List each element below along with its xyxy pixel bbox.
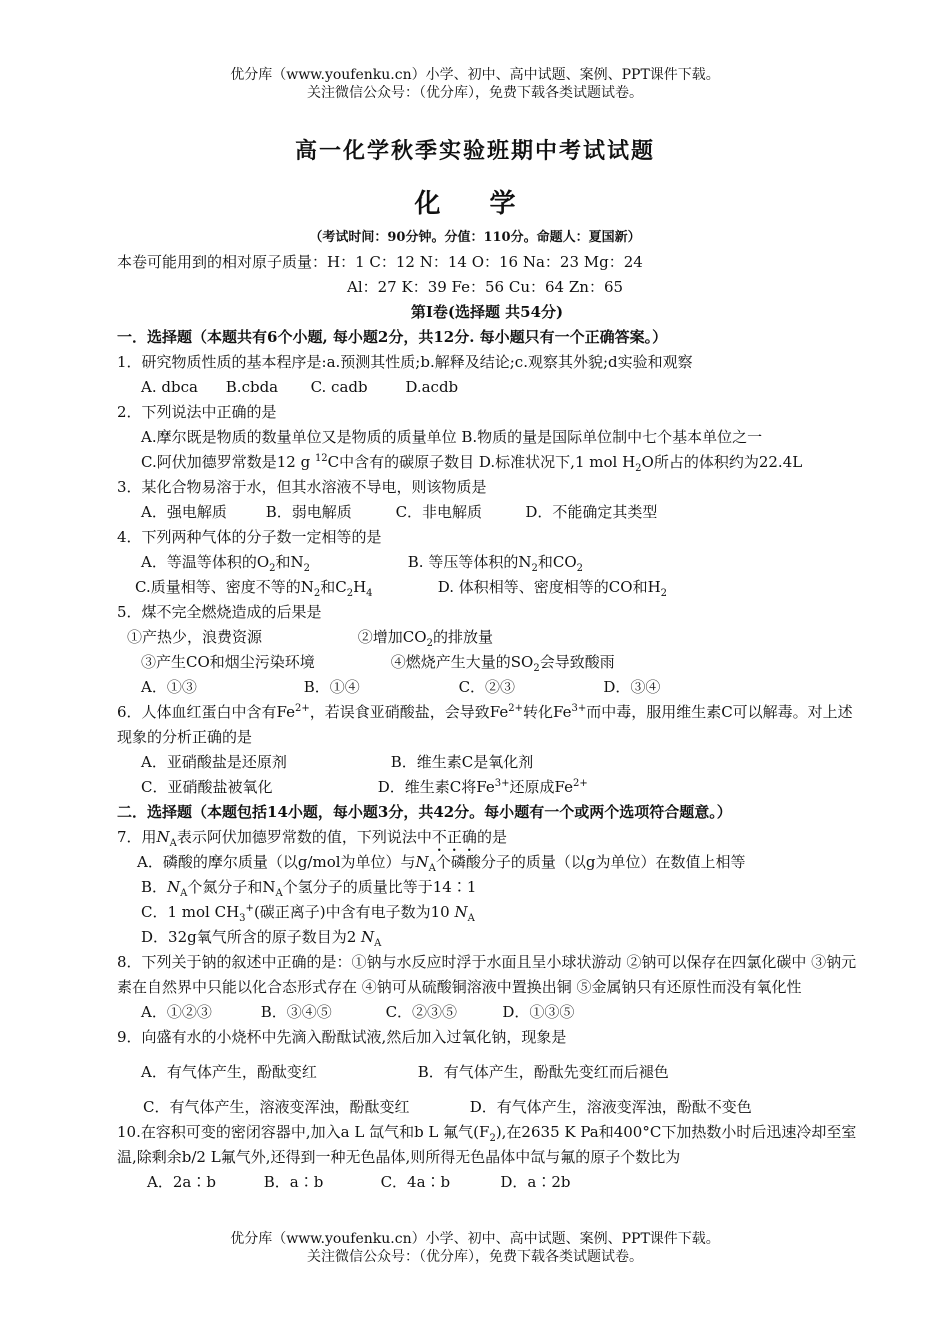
q8-stem: 8．下列关于钠的叙述中正确的是：①钠与水反应时浮于水面且呈小球状游动 ②钠可以保存在四氯化碳中 ③钠元素在自然界中只能以化合态形式存在 ④钠可从硫酸铜溶液中置换出铜 ⑤金属钠只有还原性而没有氧化性 bbox=[117, 953, 857, 996]
q6-option-b: B．维生素C是氧化剂 bbox=[390, 753, 534, 771]
q3-options bbox=[117, 500, 857, 525]
q7-option-a: A．磷酸的摩尔质量（以g/mol为单位）与$N_A$个磷酸分子的质量（以g为单位）在数值上相等 bbox=[137, 853, 746, 874]
q10-option-c: C．4a∶b bbox=[380, 1173, 451, 1191]
q2-text: C.阿伏加德罗常数是12 g bbox=[141, 453, 315, 471]
q5-items-34 bbox=[117, 650, 857, 675]
q4-options-cd bbox=[117, 575, 857, 600]
q1-option-c: C. cadb bbox=[310, 378, 368, 396]
page-header bbox=[0, 66, 950, 102]
q5-option-d: D．③④ bbox=[603, 678, 661, 696]
q9-stem: 9．向盛有水的小烧杯中先滴入酚酞试液,然后加入过氧化钠，现象是 bbox=[117, 1028, 567, 1046]
q1-stem: 1．研究物质性质的基本程序是:a.预测其性质;b.解释及结论;c.观察其外貌;d实验和观察 bbox=[117, 353, 693, 371]
header-line-2: 关注微信公众号：（优分库），免费下载各类试题试卷。 bbox=[307, 85, 643, 101]
q4-option-c: C.质量相等、密度不等的$N_2$和$C_2H_4$ bbox=[135, 578, 373, 599]
atomic-mass-line-2: Al：27 K：39 Fe：56 Cu：64 Zn：65 bbox=[347, 278, 624, 296]
q4-options-ab bbox=[117, 550, 857, 575]
q5-items-12 bbox=[117, 625, 857, 650]
q8-option-c: C．②③⑤ bbox=[385, 1003, 458, 1021]
footer-line-2: 关注微信公众号：（优分库），免费下载各类试题试卷。 bbox=[307, 1249, 643, 1265]
q5-option-a: A．①③ bbox=[141, 678, 197, 696]
q3-option-d: D．不能确定其类型 bbox=[525, 503, 658, 521]
q1-option-a: A. dbca bbox=[141, 378, 198, 396]
q1-option-d: D.acdb bbox=[405, 378, 459, 396]
q10-option-b: B．a∶b bbox=[263, 1173, 324, 1191]
q4-stem: 4．下列两种气体的分子数一定相等的是 bbox=[117, 528, 382, 546]
q4-option-d: D. 体积相等、密度相等的CO和$H_2$ bbox=[437, 578, 668, 599]
q3-option-c: C．非电解质 bbox=[395, 503, 483, 521]
q9-option-a: A．有气体产生，酚酞变红 bbox=[141, 1063, 317, 1081]
section2-title: 二．选择题（本题包括14小题，每小题3分，共42分。每小题有一个或两个选项符合题意。） bbox=[117, 803, 732, 821]
q6-options-ab bbox=[117, 750, 857, 775]
q7-option-b: B．$N_A$个氮分子和$N_A$个氢分子的质量比等于14∶1 bbox=[141, 878, 477, 899]
q6-option-d: D．维生素C将$Fe^{3+}$还原成$Fe^{2+}$ bbox=[377, 778, 588, 796]
q1-options bbox=[117, 375, 857, 400]
q5-options bbox=[117, 675, 857, 700]
atomic-mass-line-1: 本卷可能用到的相对原子质量：H：1 C：12 N：14 O：16 Na：23 Mg：24 bbox=[117, 253, 643, 271]
subject-title: 化 学 bbox=[414, 189, 536, 219]
q2-text: C中含有的碳原子数目 D.标准状况下,1 mol H bbox=[327, 453, 636, 471]
q8-option-a: A．①②③ bbox=[141, 1003, 212, 1021]
q2-options-cd bbox=[117, 450, 857, 475]
footer-line-1: 优分库（www.youfenku.cn）小学、初中、高中试题、案例、PPT课件下载。 bbox=[230, 1231, 720, 1247]
q5-item-1: ①产热少，浪费资源 bbox=[127, 628, 263, 646]
q7-option-c: C．1 mol $CH_3^+$(碳正离子)中含有电子数为10 $N_A$ bbox=[141, 903, 475, 924]
q9-option-c: C．有气体产生，溶液变浑浊，酚酞变红 bbox=[143, 1098, 410, 1116]
section1-title: 一．选择题（本题共有6个小题, 每小题2分，共12分. 每小题只有一个正确答案。） bbox=[117, 328, 668, 346]
q5-item-4: ④燃烧产生大量的$SO_2$会导致酸雨 bbox=[390, 653, 615, 674]
part1-title: 第Ⅰ卷(选择题 共54分) bbox=[410, 303, 564, 321]
q10-option-d: D．a∶2b bbox=[500, 1173, 571, 1191]
q2-options-ab: A.摩尔既是物质的数量单位又是物质的质量单位 B.物质的量是国际单位制中七个基本单位之一 bbox=[141, 428, 763, 446]
q10-option-a: A．2a∶b bbox=[147, 1173, 216, 1191]
q5-item-3: ③产生CO和烟尘污染环境 bbox=[141, 653, 315, 671]
q8-option-b: B．③④⑤ bbox=[260, 1003, 332, 1021]
q6-option-a: A．亚硝酸盐是还原剂 bbox=[141, 753, 287, 771]
exam-content bbox=[117, 250, 857, 1195]
q1-option-b: B.cbda bbox=[225, 378, 279, 396]
q7-option-d: D．32g氧气所含的原子数目为2 $N_A$ bbox=[141, 928, 382, 949]
q2-text: O所占的体积约为22.4L bbox=[641, 453, 803, 471]
q7-stem: 7．用$N_A$表示阿伏加德罗常数的值，下列说法中不正确的是 bbox=[117, 828, 507, 849]
q2-superscript: 12 bbox=[314, 453, 328, 464]
q5-stem: 5．煤不完全燃烧造成的后果是 bbox=[117, 603, 322, 621]
q3-stem: 3．某化合物易溶于水，但其水溶液不导电，则该物质是 bbox=[117, 478, 487, 496]
header-line-1: 优分库（www.youfenku.cn）小学、初中、高中试题、案例、PPT课件下载。 bbox=[230, 67, 720, 83]
q3-option-a: A．强电解质 bbox=[141, 503, 227, 521]
q4-option-b: B. 等压等体积的$N_2$和$CO_2$ bbox=[407, 553, 583, 574]
q4-option-a: A．等温等体积的$O_2$和$N_2$ bbox=[141, 553, 311, 574]
q9-options-cd bbox=[117, 1095, 857, 1120]
page-footer bbox=[0, 1230, 950, 1266]
q6-stem: 6．人体血红蛋白中含有$Fe^{2+}$，若误食亚硝酸盐，会导致$Fe^{2+}$转化$Fe^{3+}$而中毒，服用维生素C可以解毒。对上述现象的分析正确的是 bbox=[117, 703, 853, 746]
q2-stem: 2．下列说法中正确的是 bbox=[117, 403, 277, 421]
q9-option-d: D．有气体产生，溶液变浑浊，酚酞不变色 bbox=[469, 1098, 752, 1116]
q10-stem: 10.在容积可变的密闭容器中,加入a L 氙气和b L 氟气$(F_2)$,在2635 K Pa和400°C下加热数小时后迅速冷却至室温,除剩余b/2 L氟气外,还得到一种无色晶体,则所得无色晶体中氙与氟的原子个数比为 bbox=[117, 1123, 857, 1166]
exam-info: （考试时间：90分钟。分值：110分。命题人：夏国新） bbox=[309, 230, 641, 245]
q9-options-ab bbox=[117, 1060, 857, 1085]
q8-options bbox=[117, 1000, 857, 1025]
q3-option-b: B．弱电解质 bbox=[265, 503, 352, 521]
q2-subscript: 2 bbox=[635, 463, 642, 474]
exam-title: 高一化学秋季实验班期中考试试题 bbox=[294, 138, 655, 164]
q5-item-2: ②增加$CO_2$的排放量 bbox=[357, 628, 493, 649]
q6-option-c: C．亚硝酸盐被氧化 bbox=[141, 778, 273, 796]
q10-options bbox=[117, 1170, 857, 1195]
q9-option-b: B．有气体产生，酚酞先变红而后褪色 bbox=[417, 1063, 669, 1081]
q8-option-d: D．①③⑤ bbox=[502, 1003, 575, 1021]
q5-option-c: C．②③ bbox=[458, 678, 516, 696]
q6-options-cd bbox=[117, 775, 857, 800]
q5-option-b: B．①④ bbox=[303, 678, 360, 696]
